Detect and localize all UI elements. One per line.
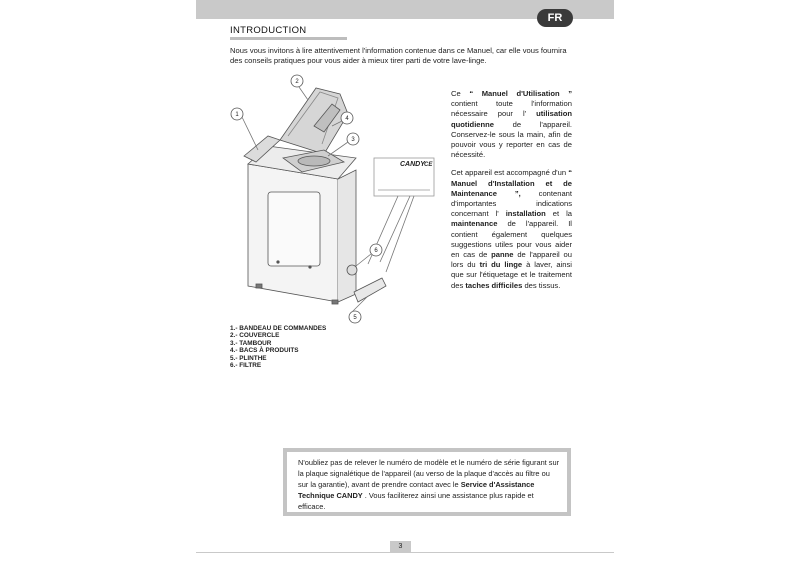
callout-1: 1 xyxy=(235,112,239,118)
section-title: INTRODUCTION xyxy=(230,25,307,36)
notice-text: N'oubliez pas de relever le numéro de modèle et le numéro de série figurant sur la plaque signalétique de l'appareil (au verso de la plaque d'accès au filtre ou sur la garantie), avant de prendre contact avec le Service d'Assistance Technique CANDY . Vous faciliterez ainsi une assistance plus rapide et efficace. xyxy=(298,458,560,511)
legend-item: 6.- FILTRE xyxy=(230,362,262,370)
callout-4: 4 xyxy=(345,116,349,122)
ce-mark: CE xyxy=(424,162,433,168)
installation-manual-paragraph: Cet appareil est accompagné d'un “ Manuel d'Installation et de Maintenance ”, contenant d'importantes indications concernant l' installation et la maintenance de l'appareil. Il contient également quelques suggestions utiles pour vous aider en cas de panne de l'appareil ou lors du tri du linge à laver, ainsi que sur l'étiquetage et le traitement des taches difficiles des tissus. xyxy=(451,168,573,290)
washing-machine-diagram xyxy=(228,74,438,324)
callout-6: 6 xyxy=(374,248,378,254)
parts-legend xyxy=(230,325,326,369)
page-number: 3 xyxy=(390,541,411,553)
filter-knob xyxy=(347,265,357,275)
legend-item: 5.- PLINTHE xyxy=(230,354,267,362)
legend-item: 1.- BANDEAU DE COMMANDES xyxy=(230,325,327,332)
notice-box xyxy=(283,448,571,516)
callout-5: 5 xyxy=(353,315,357,321)
brand-logo: CANDY xyxy=(400,161,425,168)
machine-side xyxy=(338,170,356,302)
user-manual-paragraph: Ce “ Manuel d'Utilisation ” contient toute l'information nécessaire pour l' utilisation quotidienne de l'appareil. Conservez-le sous la main, afin de pouvoir vous y reporter en cas de nécessité. xyxy=(451,89,572,160)
legend-item: 3.- TAMBOUR xyxy=(230,339,272,347)
title-underline xyxy=(230,37,347,40)
intro-paragraph: Nous vous invitons à lire attentivement l'information contenue dans ce Manuel, car elle vous fournira des conseils pratiques pour vous aider à mieux tirer parti de votre lave-linge. xyxy=(230,46,567,66)
callout-2: 2 xyxy=(295,79,299,85)
callout-3: 3 xyxy=(351,137,355,143)
legend-item: 4.- BACS À PRODUITS xyxy=(230,347,299,355)
language-badge: FR xyxy=(537,9,573,27)
right-column xyxy=(451,89,572,299)
legend-item: 2.- COUVERCLE xyxy=(230,332,280,340)
plinth-panel xyxy=(354,278,386,302)
drum xyxy=(298,156,330,166)
front-panel xyxy=(268,192,320,266)
